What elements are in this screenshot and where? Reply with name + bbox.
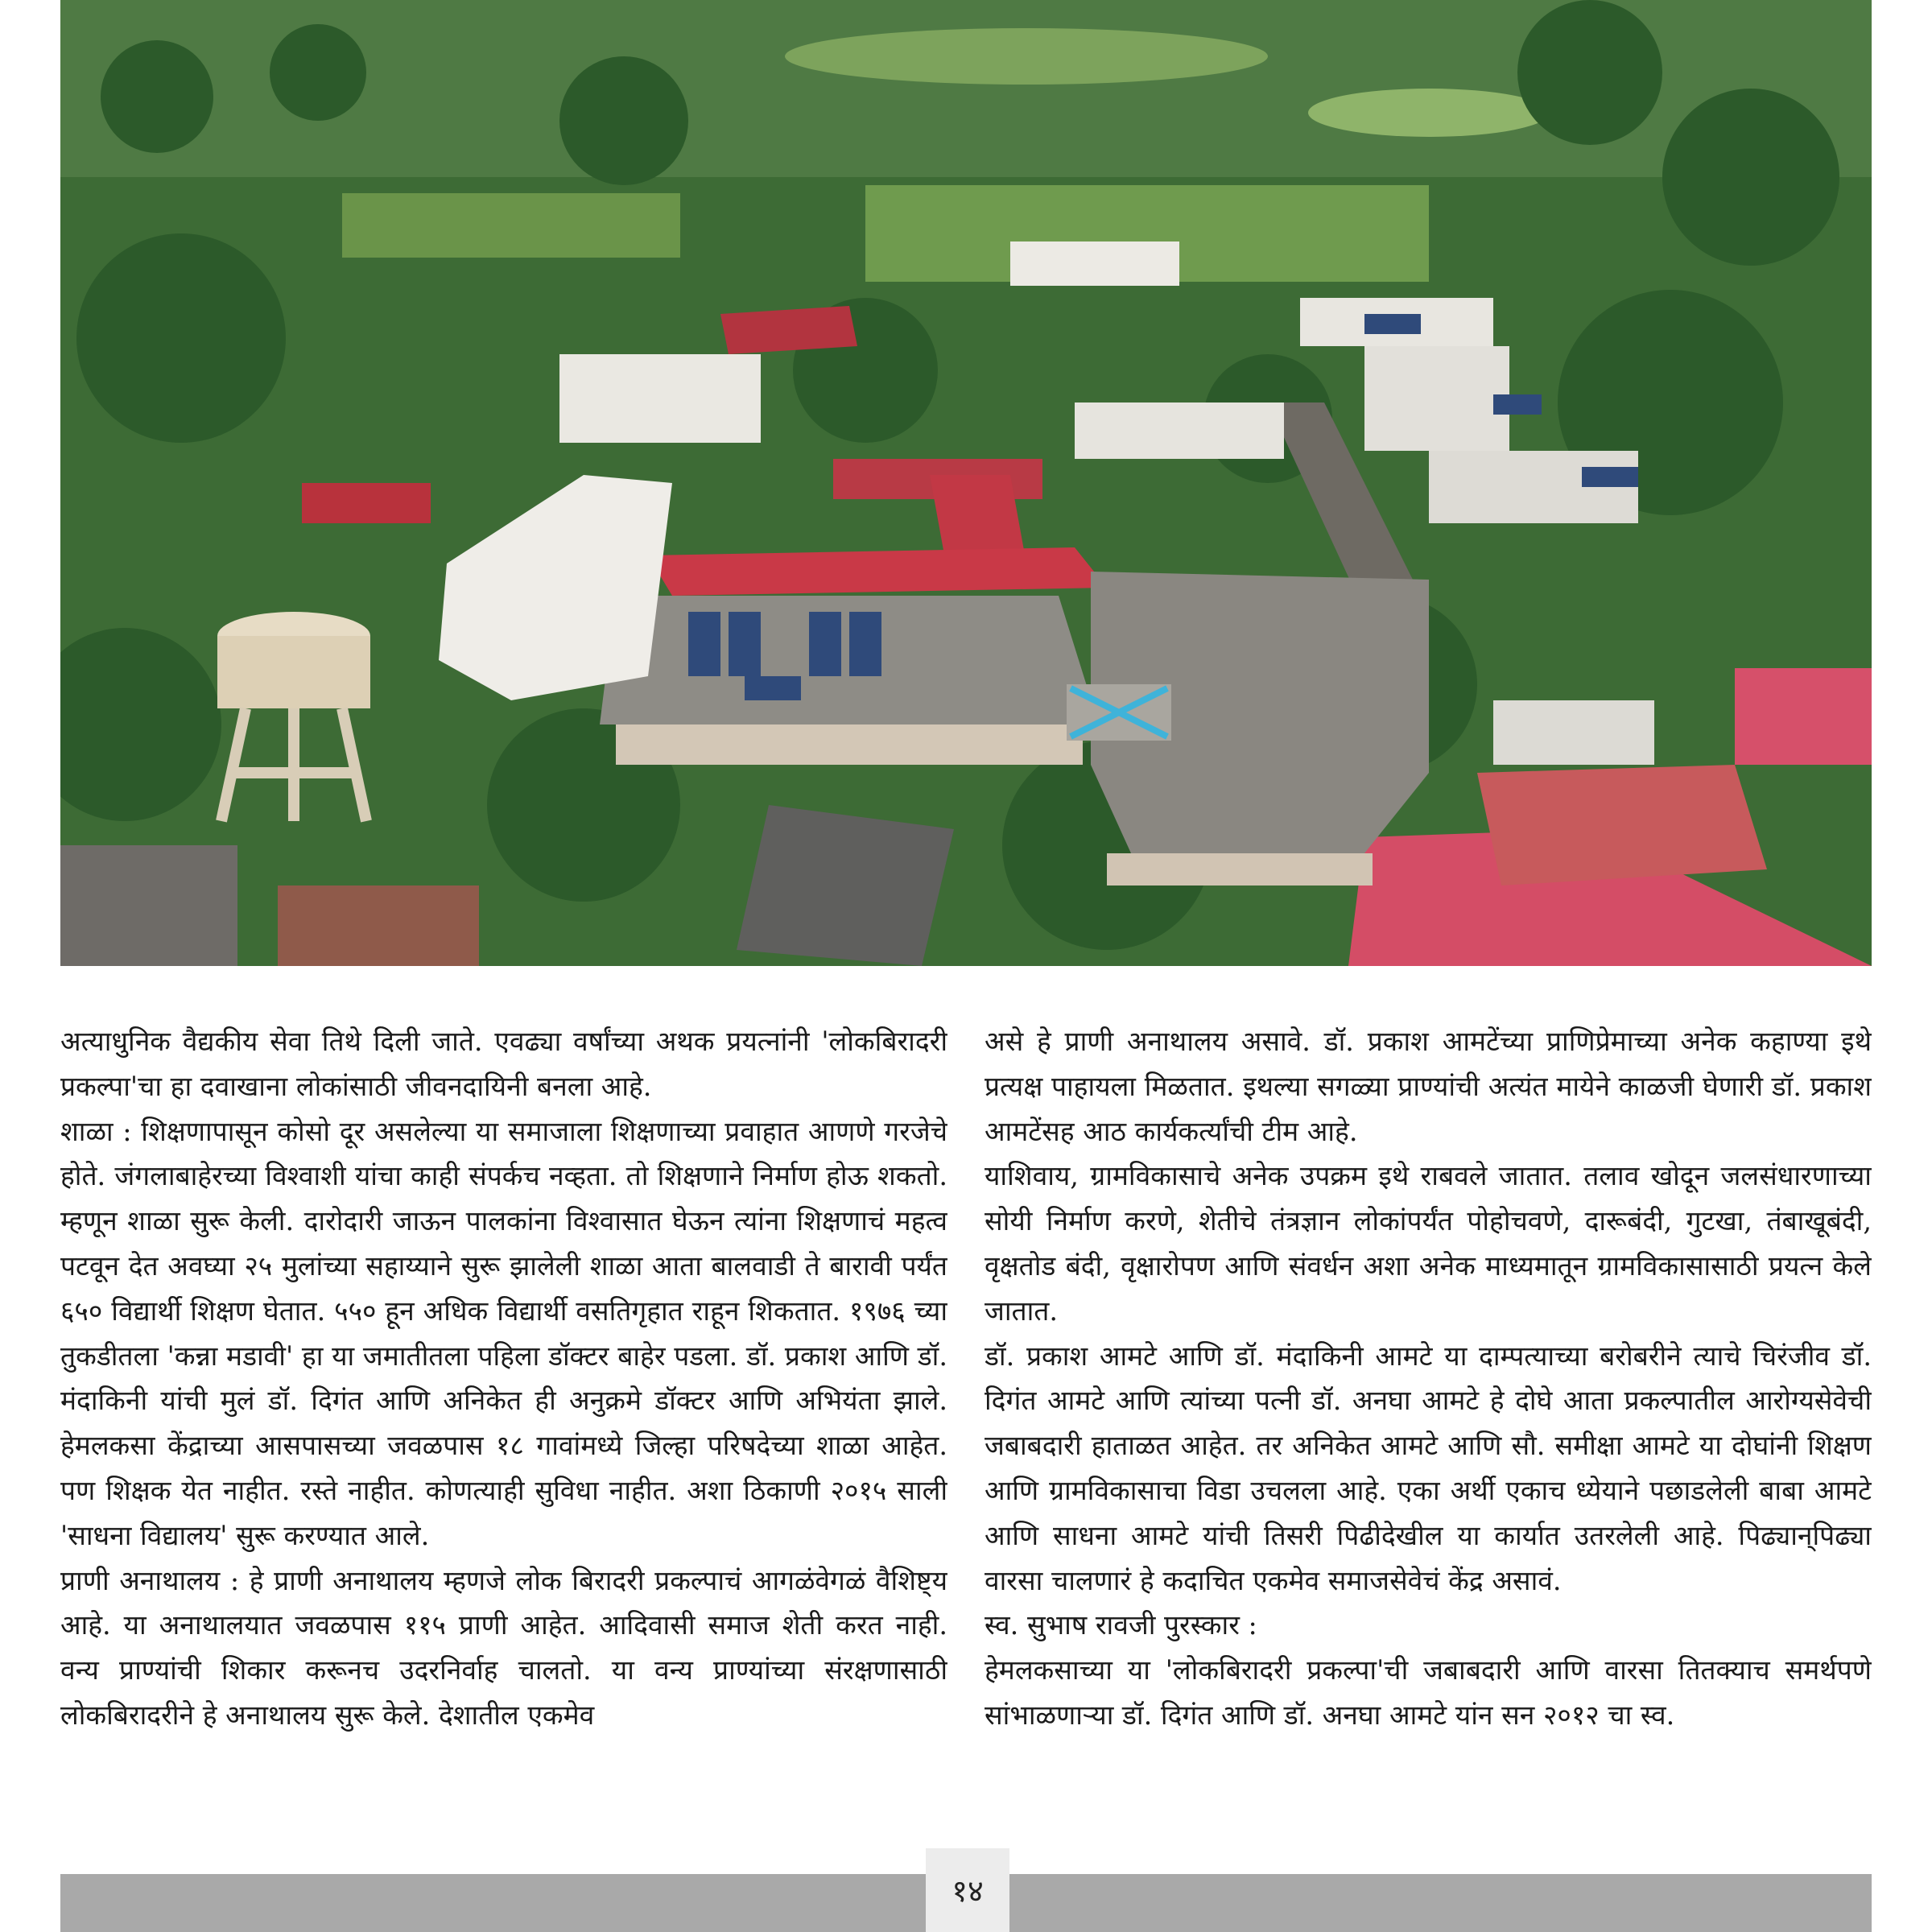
page-number: १४ bbox=[926, 1848, 1009, 1932]
left-text-column bbox=[60, 1019, 947, 1808]
paragraph-school: शाळा : शिक्षणापासून कोसो दूर असलेल्या या समाजाला शिक्षणाच्या प्रवाहात आणणे गरजेचे होते. जंगलाबाहेरच्या विश्वाशी यांचा काही संपर्कच नव्हता. तो शिक्षणाने निर्माण होऊ शकतो. म्हणून शाळा सुरू केली. दारोदारी जाऊन पालकांना विश्वासात घेऊन त्यांना शिक्षणाचं महत्व पटवून देत अवघ्या २५ मुलांच्या सहाय्याने सुरू झालेली शाळा आता बालवाडी ते बारावी पर्यंत ६५० विद्यार्थी शिक्षण घेतात. ५५० हून अधिक विद्यार्थी वसतिगृहात राहून शिकतात. १९७६ च्या तुकडीतला 'कन्ना मडावी' हा या जमातीतला पहिला डॉक्टर बाहेर पडला. डॉ. प्रकाश आणि डॉ. मंदाकिनी यांची मुलं डॉ. दिगंत आणि अनिकेत ही अनुक्रमे डॉक्टर आणि अभियंता झाले. हेमलकसा केंद्राच्या आसपासच्या जवळपास १८ गावांमध्ये जिल्हा परिषदेच्या शाळा आहेत. पण शिक्षक येत नाहीत. रस्ते नाहीत. कोणत्याही सुविधा नाहीत. अशा ठिकाणी २०१५ साली 'साधना विद्यालय' सुरू करण्यात आले. bbox=[60, 1115, 947, 1551]
aerial-photo-illustration bbox=[60, 0, 1872, 966]
paragraph-next-generation: डॉ. प्रकाश आमटे आणि डॉ. मंदाकिनी आमटे या दाम्पत्याच्या बरोबरीने त्याचे चिरंजीव डॉ. दिगंत आमटे आणि त्यांच्या पत्नी डॉ. अनघा आमटे हे दोघे आता प्रकल्पातील आरोग्यसेवेची जबाबदारी हाताळत आहेत. तर अनिकेत आमटे आणि सौ. समीक्षा आमटे या दोघांनी शिक्षण आणि ग्रामविकासाचा विडा उचलला आहे. एका अर्थी एकाच ध्येयाने पछाडलेली बाबा आमटे आणि साधना आमटे यांची तिसरी पिढीदेखील या कार्यात उतरलेली आहे. पिढ्यान्‌पिढ्या वारसा चालणारं हे कदाचित एकमेव समाजसेवेचं केंद्र असावं. bbox=[985, 1340, 1872, 1596]
aerial-photo bbox=[60, 0, 1872, 966]
paragraph-animal-orphanage: प्राणी अनाथालय : हे प्राणी अनाथालय म्हणजे लोक बिरादरी प्रकल्पाचं आगळंवेगळं वैशिष्ट्य आहे. या अनाथालयात जवळपास ११५ प्राणी आहेत. आदिवासी समाज शेती करत नाही. वन्य प्राण्यांची शिकार करूनच उदरनिर्वाह चालतो. या वन्य प्राण्यांच्या संरक्षणासाठी लोकबिरादरीने हे अनाथालय सुरू केले. देशातील एकमेव bbox=[60, 1564, 947, 1731]
paragraph-award: हेमलकसाच्या या 'लोकबिरादरी प्रकल्पा'ची जबाबदारी आणि वारसा तितक्याच समर्थपणे सांभाळणाऱ्या डॉ. दिगंत आणि डॉ. अनघा आमटे यांन सन २०१२ चा स्व. bbox=[985, 1654, 1872, 1731]
paragraph-village-development: याशिवाय, ग्रामविकासाचे अनेक उपक्रम इथे राबवले जातात. तलाव खोदून जलसंधारणाच्या सोयी निर्माण करणे, शेतीचे तंत्रज्ञान लोकांपर्यंत पोहोचवणे, दारूबंदी, गुटखा, तंबाखूबंदी, वृक्षतोड बंदी, वृक्षारोपण आणि संवर्धन अशा अनेक माध्यमातून ग्रामविकासासाठी प्रयत्न केले जातात. bbox=[985, 1160, 1872, 1327]
subheading-award: स्व. सुभाष रावजी पुरस्कार : bbox=[985, 1609, 1257, 1641]
right-text-column bbox=[985, 1019, 1872, 1808]
paragraph-hospital: अत्याधुनिक वैद्यकीय सेवा तिथे दिली जाते. एवढ्या वर्षांच्या अथक प्रयत्नांनी 'लोकबिरादरी प्रकल्पा'चा हा दवाखाना लोकांसाठी जीवनदायिनी बनला आहे. bbox=[60, 1026, 947, 1102]
paragraph-animal-orphanage-continued: असे हे प्राणी अनाथालय असावे. डॉ. प्रकाश आमटेंच्या प्राणिप्रेमाच्या अनेक कहाण्या इथे प्रत्यक्ष पाहायला मिळतात. इथल्या सगळ्या प्राण्यांची अत्यंत मायेने काळजी घेणारी डॉ. प्रकाश आमटेंसह आठ कार्यकर्त्यांची टीम आहे. bbox=[985, 1026, 1872, 1147]
